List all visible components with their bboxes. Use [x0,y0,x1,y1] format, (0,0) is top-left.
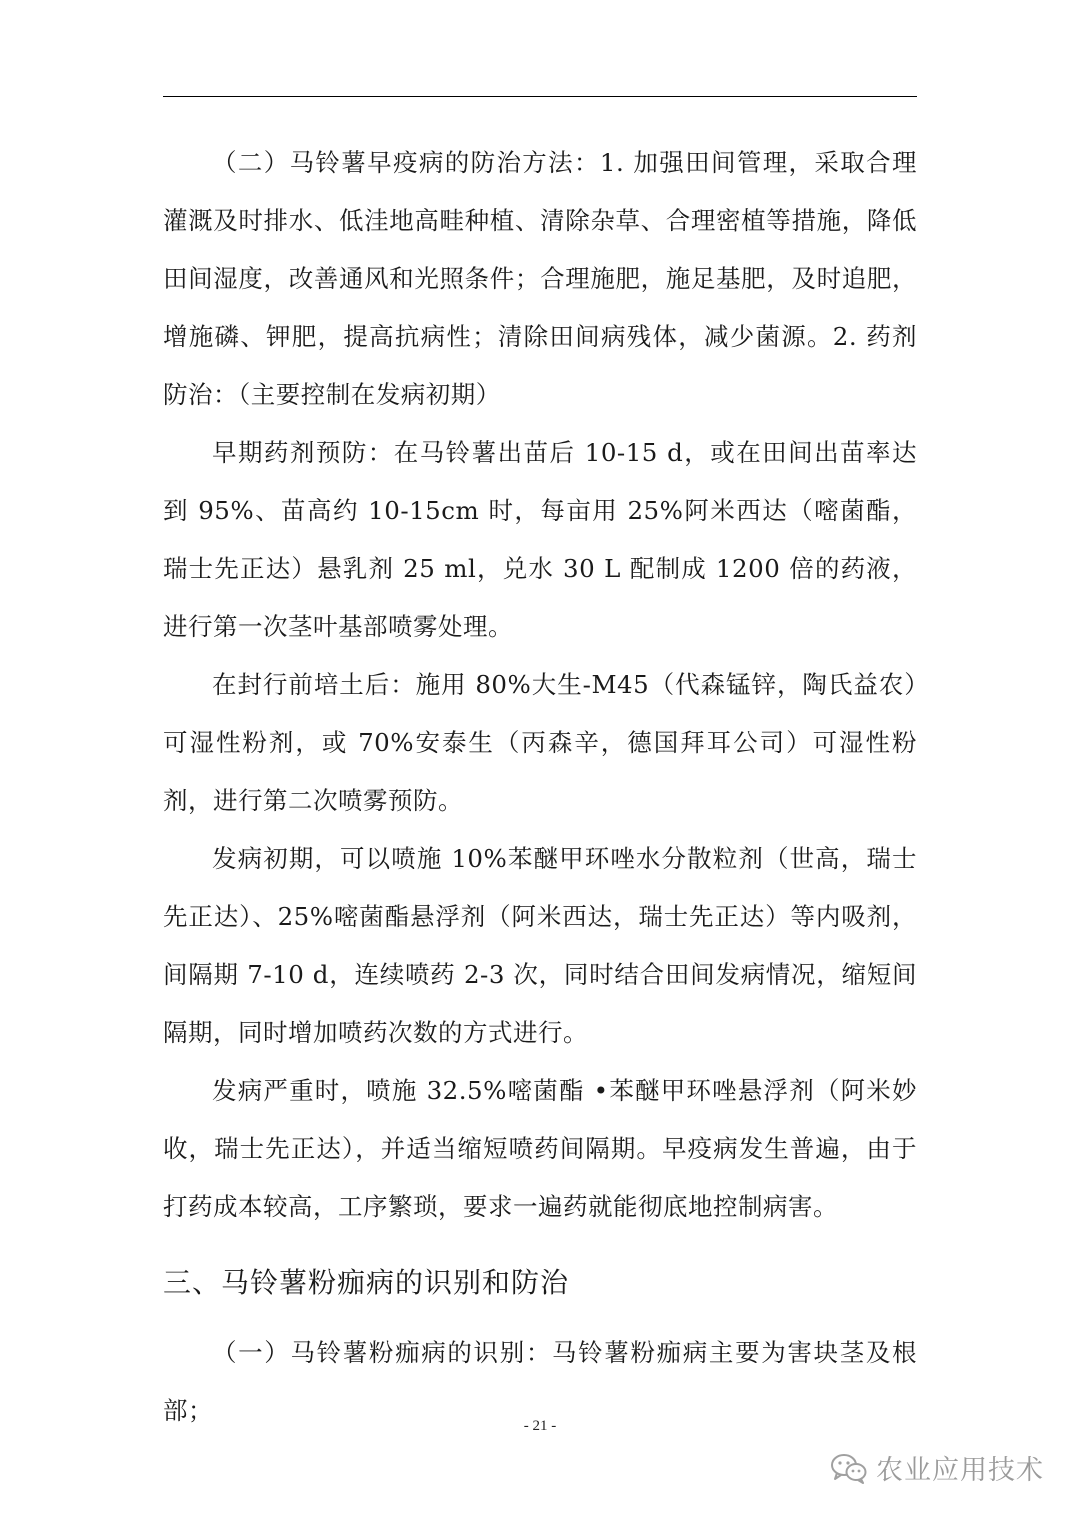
paragraph-initial-onset: 发病初期，可以喷施 10%苯醚甲环唑水分散粒剂（世高，瑞士先正达）、25%嘧菌酯悬浮剂（阿米西达，瑞士先正达）等内吸剂，间隔期 7-10 d，连续喷药 2-3 次，同时结合田间发病情况，缩短间隔期，同时增加喷药次数的方式进行。 [163,844,917,1047]
paragraph-second-spray: 在封行前培土后：施用 80%大生-M45（代森锰锌，陶氏益农）可湿性粉剂，或 70%安泰生（丙森辛，德国拜耳公司）可湿性粉剂，进行第二次喷雾预防。 [163,670,917,815]
paragraph-severe-onset: 发病严重时，喷施 32.5%嘧菌酯 •苯醚甲环唑悬浮剂（阿米妙收，瑞士先正达），并适当缩短喷药间隔期。早疫病发生普遍，由于打药成本较高，工序繁琐，要求一遍药就能彻底地控制病害。 [163,1076,917,1221]
wechat-icon [830,1452,868,1484]
watermark-text: 农业应用技术 [876,1455,1044,1486]
paragraph-powdery-scab-identification: （一）马铃薯粉痂病的识别：马铃薯粉痂病主要为害块茎及根部； [163,1338,917,1425]
section-heading: 三、马铃薯粉痂病的识别和防治 [163,1266,570,1299]
document-body [163,134,917,1440]
paragraph-early-prevention: 早期药剂预防：在马铃薯出苗后 10-15 d，或在田间出苗率达到 95%、苗高约 10-15cm 时，每亩用 25%阿米西达（嘧菌酯，瑞士先正达）悬乳剂 25 ml，兑水 30 L 配制成 1200 倍的药液，进行第一次茎叶基部喷雾处理。 [163,438,917,641]
watermark [830,1448,1044,1487]
page-number: - 21 - [523,1418,557,1434]
header-rule [163,96,917,97]
paragraph-early-blight-control: （二）马铃薯早疫病的防治方法：1. 加强田间管理，采取合理灌溉及时排水、低洼地高畦种植、清除杂草、合理密植等措施，降低田间湿度，改善通风和光照条件；合理施肥，施足基肥，及时追肥，增施磷、钾肥，提高抗病性；清除田间病残体，减少菌源。2. 药剂防治：（主要控制在发病初期） [163,148,917,409]
